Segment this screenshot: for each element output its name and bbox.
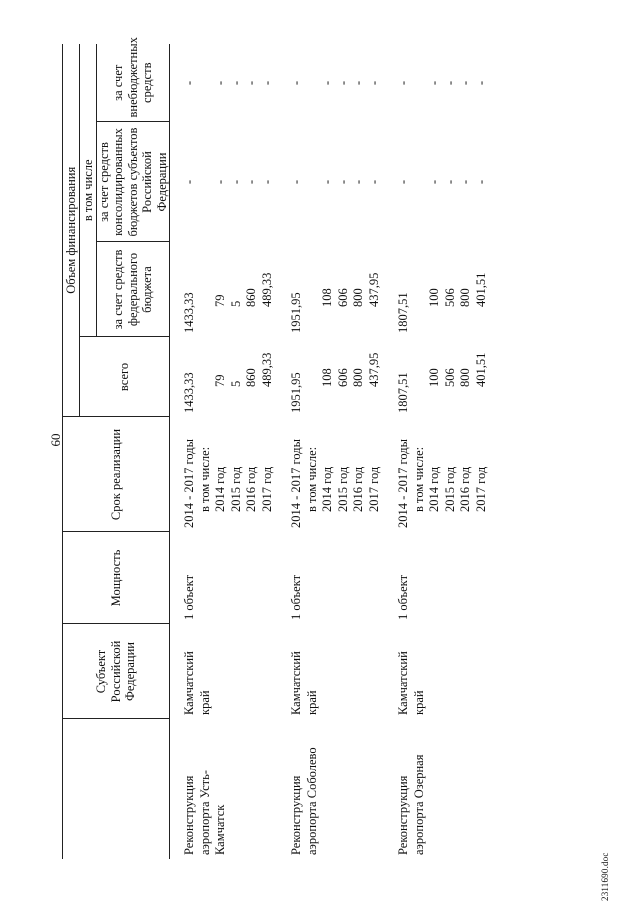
empty-cell — [412, 122, 428, 242]
gap-cell — [382, 44, 396, 859]
year-regional-value: - — [228, 179, 243, 185]
year-federal-value: 489,33 — [259, 272, 274, 307]
year-federal-value: 108 — [320, 288, 334, 307]
year-federal-value: 100 — [427, 288, 441, 307]
year-offbudget-value: - — [213, 80, 227, 86]
year-federal-value: 437,95 — [366, 272, 381, 307]
total-value: 1433,33 — [182, 372, 196, 413]
year-total-value: 800 — [458, 368, 472, 387]
header-offbudget: за счет внебюджетных средств — [97, 44, 170, 122]
year-federal-value: 506 — [442, 288, 457, 307]
year-total-value: 437,95 — [366, 352, 381, 387]
empty-cell — [198, 242, 214, 337]
offbudget-value: - — [396, 80, 410, 86]
capacity-value: 1 объект — [396, 574, 410, 620]
year-offbudget-value: - — [259, 80, 274, 86]
year-label: 2015 год — [442, 466, 457, 512]
empty-cell — [305, 44, 321, 122]
year-regional-value: - — [213, 179, 227, 185]
period-range: 2014 - 2017 годы — [396, 438, 410, 528]
year-label: 2016 год — [351, 466, 365, 512]
row-gap — [275, 44, 289, 859]
year-federal-value: 5 — [228, 300, 243, 307]
empty-cell — [305, 242, 321, 337]
year-federal-value: 800 — [351, 288, 365, 307]
federal-value: 1951,95 — [289, 292, 303, 333]
header-including: в том числе — [80, 44, 97, 337]
year-label: 2017 год — [366, 466, 381, 512]
year-total-value: 606 — [335, 368, 350, 387]
total-value: 1951,95 — [289, 372, 303, 413]
year-total-value: 489,33 — [259, 352, 274, 387]
document-footer: 2311690.doc — [600, 852, 610, 901]
year-label: 2017 год — [259, 466, 274, 512]
header-regional: за счет средств консолидированных бюджетов субъектов Российской Федерации — [97, 122, 170, 242]
year-offbudget-value: - — [473, 80, 488, 86]
year-label: 2016 год — [244, 466, 258, 512]
header-funding: Объем финансирования — [63, 44, 80, 417]
object-name: Реконструкция аэропорта Озерная — [396, 754, 426, 855]
year-regional-value: - — [458, 179, 472, 185]
year-offbudget-value: - — [228, 80, 243, 86]
year-regional-value: - — [320, 179, 334, 185]
subject-name: Камчатский край — [182, 651, 212, 715]
year-regional-value: - — [366, 179, 381, 185]
year-federal-value: 606 — [335, 288, 350, 307]
period-range: 2014 - 2017 годы — [289, 438, 303, 528]
year-total-value: 800 — [351, 368, 365, 387]
year-label: 2017 год — [473, 466, 488, 512]
year-total-value: 860 — [244, 368, 258, 387]
empty-cell — [412, 242, 428, 337]
year-offbudget-value: - — [320, 80, 334, 86]
year-offbudget-value: - — [442, 80, 457, 86]
year-label: 2015 год — [335, 466, 350, 512]
object-name: Реконструкция аэропорта Усть-Камчатск — [182, 770, 227, 855]
year-total-value: 79 — [213, 374, 227, 387]
year-regional-value: - — [244, 179, 258, 185]
year-total-value: 108 — [320, 368, 334, 387]
capacity-value: 1 объект — [289, 574, 303, 620]
year-offbudget-value: - — [458, 80, 472, 86]
federal-value: 1433,33 — [182, 292, 196, 333]
header-period: Срок реализации — [63, 417, 170, 532]
year-regional-value: - — [427, 179, 441, 185]
financing-table — [62, 37, 489, 859]
including-label: в том числе: — [197, 446, 212, 512]
table-row — [396, 44, 412, 859]
year-regional-value: - — [259, 179, 274, 185]
object-name: Реконструкция аэропорта Соболево — [289, 747, 319, 855]
year-regional-value: - — [473, 179, 488, 185]
year-regional-value: - — [351, 179, 365, 185]
empty-cell — [305, 122, 321, 242]
empty-cell — [198, 122, 214, 242]
gap-cell — [275, 44, 289, 859]
header-object-cell — [63, 719, 170, 859]
total-value: 1807,51 — [396, 372, 410, 413]
regional-value: - — [182, 179, 196, 185]
year-federal-value: 401,51 — [473, 272, 488, 307]
year-offbudget-value: - — [427, 80, 441, 86]
year-total-value: 401,51 — [473, 352, 488, 387]
empty-cell — [198, 337, 214, 417]
year-total-value: 5 — [228, 380, 243, 387]
regional-value: - — [396, 179, 410, 185]
table-body — [182, 44, 489, 859]
year-label: 2014 год — [427, 466, 441, 512]
year-regional-value: - — [442, 179, 457, 185]
year-federal-value: 860 — [244, 288, 258, 307]
year-total-value: 100 — [427, 368, 441, 387]
empty-cell — [412, 44, 428, 122]
header-rule — [170, 44, 183, 859]
year-label: 2016 год — [458, 466, 472, 512]
year-label: 2014 год — [320, 466, 334, 512]
header-federal: за счет средств федерального бюджета — [111, 249, 155, 330]
regional-value: - — [289, 179, 303, 185]
year-offbudget-value: - — [335, 80, 350, 86]
table-row — [289, 44, 305, 859]
header-capacity: Мощность — [63, 532, 170, 624]
table-row — [182, 44, 198, 859]
offbudget-value: - — [289, 80, 303, 86]
empty-cell — [412, 337, 428, 417]
subject-name: Камчатский край — [396, 651, 426, 715]
capacity-value: 1 объект — [182, 574, 196, 620]
year-federal-value: 79 — [213, 294, 227, 307]
year-offbudget-value: - — [351, 80, 365, 86]
year-label: 2015 год — [228, 466, 243, 512]
year-regional-value: - — [335, 179, 350, 185]
federal-value: 1807,51 — [396, 292, 410, 333]
table-header — [63, 37, 183, 859]
empty-cell — [305, 337, 321, 417]
page-number: 60 — [48, 433, 63, 447]
offbudget-value: - — [182, 80, 196, 86]
empty-cell — [198, 44, 214, 122]
header-subject: Субъект Российской Федерации — [63, 624, 170, 719]
period-range: 2014 - 2017 годы — [182, 438, 196, 528]
year-label: 2014 год — [213, 466, 227, 512]
header-total: всего — [80, 337, 170, 417]
year-total-value: 506 — [442, 368, 457, 387]
year-federal-value: 800 — [458, 288, 472, 307]
including-label: в том числе: — [304, 446, 319, 512]
year-offbudget-value: - — [366, 80, 381, 86]
row-gap — [382, 44, 396, 859]
including-label: в том числе: — [411, 446, 426, 512]
year-offbudget-value: - — [244, 80, 258, 86]
subject-name: Камчатский край — [289, 651, 319, 715]
